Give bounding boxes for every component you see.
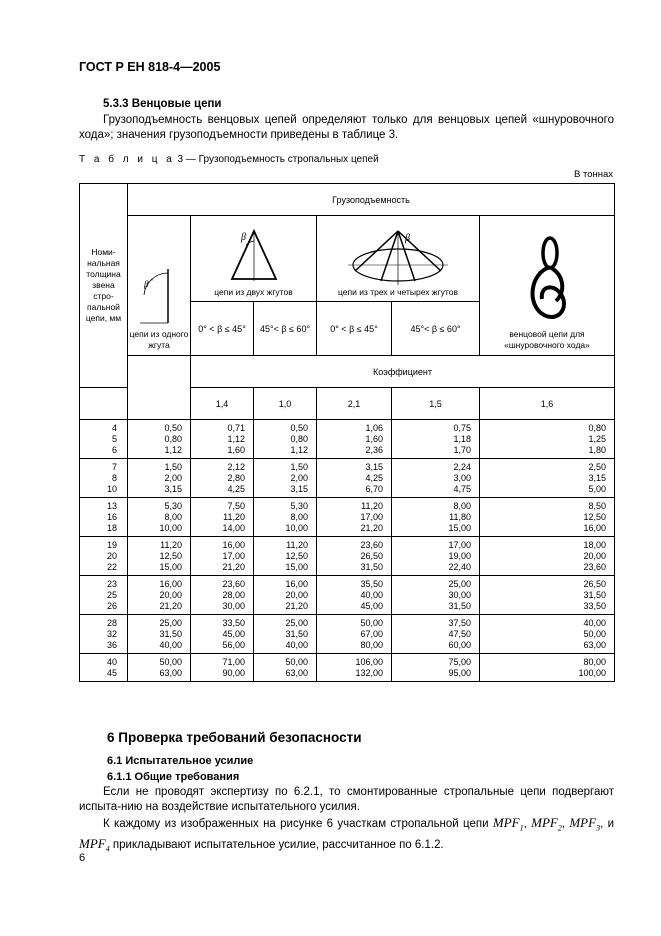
cell-line: 1,12: [290, 445, 308, 455]
cell-value: [191, 654, 254, 682]
cell-line: 11,20: [160, 540, 182, 550]
cell-line: 0,80: [588, 423, 606, 433]
table-row-group: [80, 654, 615, 682]
cell-line: 6,70: [365, 484, 383, 494]
cell-line: 60,00: [448, 640, 471, 650]
cell-line: 20: [106, 551, 117, 561]
table-units: В тоннах: [573, 169, 613, 180]
cell-line: 15,00: [448, 523, 471, 533]
cell-line: 4,25: [365, 473, 383, 483]
section-6-1-1-paragraph-2: К каждому из изображенных на рисунке 6 участкам стропальной цепи $MPF_1$, $MPF_2$, $MPF_3$, и $MPF_4$ прикладывают испытательное усилие, рассчитанное по 6.1.2.: [79, 815, 614, 854]
cell-line: 50,00: [159, 657, 182, 667]
cell-line: 0,80: [290, 434, 308, 444]
cell-line: 63,00: [285, 668, 308, 678]
cell-line: 6: [111, 445, 117, 455]
cell-value: [317, 459, 392, 498]
cell-line: 20,00: [159, 590, 182, 600]
cell-line: 31,50: [285, 629, 308, 639]
cell-line: 16: [106, 512, 117, 522]
cell-line: 23,60: [360, 540, 383, 550]
cell-line: 7: [111, 462, 117, 472]
cell-line: 1,60: [227, 445, 245, 455]
coef-4: 1,5: [392, 388, 480, 420]
cell-line: 0,50: [290, 423, 308, 433]
cell-line: 67,00: [360, 629, 383, 639]
cell-line: 18,00: [583, 540, 606, 550]
cell-line: 50,00: [583, 629, 606, 639]
cell-line: 33,50: [222, 618, 245, 628]
cell-line: 1,80: [588, 445, 606, 455]
cell-line: 1,12: [227, 434, 245, 444]
cell-value: [254, 459, 317, 498]
head-two-angle-a: 0° < β ≤ 45°: [191, 302, 254, 356]
cell-line: 4,25: [227, 484, 245, 494]
cell-line: 23: [106, 579, 117, 589]
cell-value: [480, 459, 615, 498]
cell-line: 5,00: [588, 484, 606, 494]
cell-line: 12,50: [583, 512, 606, 522]
table-row-group: [80, 576, 615, 615]
cell-line: 10: [106, 484, 117, 494]
cell-line: 31,50: [360, 562, 383, 572]
cell-line: 31,50: [159, 629, 182, 639]
cell-line: 11,20: [223, 512, 245, 522]
cell-line: 21,20: [222, 562, 245, 572]
cell-value: [392, 654, 480, 682]
cell-line: 75,00: [448, 657, 471, 667]
cell-line: 40,00: [360, 590, 383, 600]
cell-line: 3,15: [588, 473, 606, 483]
head-single: β ° цепи из одного жгута: [128, 216, 191, 356]
cell-line: 12,50: [285, 551, 308, 561]
cell-value: [392, 576, 480, 615]
cell-value: [128, 615, 191, 654]
cell-line: 2,00: [290, 473, 308, 483]
svg-text:β: β: [405, 233, 410, 244]
cell-line: 26,50: [583, 579, 606, 589]
cell-line: 21,20: [285, 601, 308, 611]
cell-value: [392, 537, 480, 576]
section-5-3-3-title: 5.3.3 Венцовые цепи: [103, 98, 222, 110]
three-four-leg-sling-icon: [343, 227, 453, 287]
cell-line: 37,50: [448, 618, 471, 628]
head-two-angle-b: 45°< β ≤ 60°: [254, 302, 317, 356]
cell-line: 35,50: [360, 579, 383, 589]
table-caption: [79, 154, 379, 165]
single-leg-sling-icon: [134, 265, 184, 325]
head-nominal: Номи-нальная толщина звена стро-пальной цепи, мм: [80, 184, 128, 388]
table-row-group: [80, 498, 615, 537]
cell-value: [254, 615, 317, 654]
cell-line: 80,00: [360, 640, 383, 650]
cell-line: 0,75: [453, 423, 471, 433]
cell-nominal: [80, 654, 128, 682]
cell-value: [317, 615, 392, 654]
cell-nominal: [80, 498, 128, 537]
cell-line: 7,50: [227, 501, 245, 511]
cell-line: 20,00: [285, 590, 308, 600]
cell-line: 31,50: [583, 590, 606, 600]
cell-line: 19,00: [448, 551, 471, 561]
head-capacity: Грузоподъемность: [128, 184, 615, 216]
cell-line: 16,00: [222, 540, 245, 550]
table-row-group: [80, 615, 615, 654]
cell-line: 23,60: [583, 562, 606, 572]
head-blank: [128, 356, 191, 388]
cell-line: 47,50: [448, 629, 471, 639]
cell-value: [480, 498, 615, 537]
cell-line: 45,00: [222, 629, 245, 639]
mpf-list: $MPF_1$, $MPF_2$, $MPF_3$, и $MPF_4$: [79, 815, 614, 854]
head-two: β цепи из двух жгутов: [191, 216, 317, 302]
cell-value: [480, 576, 615, 615]
cell-value: [480, 654, 615, 682]
document-code: ГОСТ Р ЕН 818-4—2005: [79, 60, 221, 74]
cell-line: 21,20: [159, 601, 182, 611]
cell-line: 10,00: [159, 523, 182, 533]
cell-line: 19: [106, 540, 117, 550]
mpf-symbol: $MPF_1$: [492, 815, 524, 833]
cell-line: 21,20: [360, 523, 383, 533]
table-caption-text: 3 — Грузоподъемность стропальных цепей: [174, 154, 379, 165]
cell-value: [128, 654, 191, 682]
cell-value: [480, 420, 615, 459]
cell-value: [191, 498, 254, 537]
section-6-title: 6 Проверка требований безопасности: [107, 730, 362, 745]
cell-line: 20,00: [583, 551, 606, 561]
cell-line: 5,30: [164, 501, 182, 511]
cell-value: [191, 576, 254, 615]
cell-line: 2,36: [365, 445, 383, 455]
head-coef-label: Коэффициент: [191, 356, 615, 388]
coef-2: 1,0: [254, 388, 317, 420]
coef-5: 1,6: [480, 388, 615, 420]
cell-nominal: [80, 537, 128, 576]
cell-line: 26: [106, 601, 117, 611]
cell-line: 106,00: [355, 657, 383, 667]
cell-line: 5: [111, 434, 117, 444]
svg-text:β: β: [240, 232, 246, 243]
cell-line: 80,00: [583, 657, 606, 667]
svg-text:°: °: [151, 279, 154, 285]
cell-value: [254, 420, 317, 459]
cell-line: 4,75: [453, 484, 471, 494]
section-6-1-title: 6.1 Испытательное усилие: [107, 755, 254, 767]
cell-line: 12,50: [159, 551, 182, 561]
svg-text:β: β: [144, 279, 149, 289]
cell-line: 8,00: [164, 512, 182, 522]
cell-line: 11,80: [449, 512, 471, 522]
cell-value: [191, 615, 254, 654]
cell-value: [392, 420, 480, 459]
cell-line: 22: [106, 562, 117, 572]
cell-line: 10,00: [285, 523, 308, 533]
cell-line: 28,00: [222, 590, 245, 600]
cell-line: 25,00: [448, 579, 471, 589]
cell-nominal: [80, 459, 128, 498]
cell-line: 45,00: [360, 601, 383, 611]
cell-value: [317, 420, 392, 459]
cell-line: 63,00: [159, 668, 182, 678]
cell-line: 132,00: [355, 668, 383, 678]
cell-line: 25,00: [159, 618, 182, 628]
cell-line: 25: [106, 590, 117, 600]
crown-chain-icon: [520, 235, 574, 323]
cell-line: 50,00: [285, 657, 308, 667]
coef-3: 2,1: [317, 388, 392, 420]
cell-line: 8,50: [588, 501, 606, 511]
mpf-symbol: $MPF_4$: [79, 835, 110, 854]
cell-line: 0,80: [164, 434, 182, 444]
cell-line: 16,00: [285, 579, 308, 589]
cell-line: 0,50: [164, 423, 182, 433]
cell-value: [317, 654, 392, 682]
cell-line: 15,00: [159, 562, 182, 572]
cell-value: [128, 420, 191, 459]
table-row-group: [80, 459, 615, 498]
cell-line: 13: [106, 501, 117, 511]
cell-line: 5,30: [290, 501, 308, 511]
cell-value: [128, 576, 191, 615]
cell-line: 23,60: [222, 579, 245, 589]
cell-line: 31,50: [448, 601, 471, 611]
cell-line: 16,00: [159, 579, 182, 589]
cell-value: [392, 459, 480, 498]
cell-line: 3,15: [290, 484, 308, 494]
head-three-angle-a: 0° < β ≤ 45°: [317, 302, 392, 356]
cell-line: 28: [106, 618, 117, 628]
cell-line: 2,00: [164, 473, 182, 483]
cell-value: [317, 576, 392, 615]
cell-value: [254, 576, 317, 615]
cell-nominal: [80, 420, 128, 459]
cell-line: 26,50: [360, 551, 383, 561]
cell-line: 40,00: [583, 618, 606, 628]
cell-line: 1,12: [164, 445, 182, 455]
head-three-four: β цепи из трех и четырех жгутов: [317, 216, 480, 302]
cell-nominal: [80, 576, 128, 615]
cell-line: 14,00: [222, 523, 245, 533]
cell-line: 56,00: [222, 640, 245, 650]
cell-line: 40: [106, 657, 117, 667]
cell-line: 2,50: [588, 462, 606, 472]
cell-line: 25,00: [285, 618, 308, 628]
cell-value: [480, 537, 615, 576]
cell-line: 17,00: [360, 512, 383, 522]
table-row-group: [80, 420, 615, 459]
table-caption-prefix: Т а б л и ц а: [79, 154, 175, 165]
cell-line: 2,80: [227, 473, 245, 483]
head-three-angle-b: 45°< β ≤ 60°: [392, 302, 480, 356]
cell-line: 1,50: [290, 462, 308, 472]
cell-nominal: [80, 615, 128, 654]
cell-line: 8,00: [290, 512, 308, 522]
cell-line: 17,00: [222, 551, 245, 561]
cell-line: 40,00: [285, 640, 308, 650]
cell-value: [392, 615, 480, 654]
cell-line: 18: [106, 523, 117, 533]
cell-value: [254, 498, 317, 537]
cell-line: 30,00: [448, 590, 471, 600]
section-5-3-3-text: Грузоподъемность венцовых цепей определяют только для венцовых цепей «шнуровочного хода»; значения грузоподъемности приведены в таблице 3.: [79, 114, 614, 141]
cell-value: [191, 537, 254, 576]
cell-line: 63,00: [583, 640, 606, 650]
cell-line: 1,50: [164, 462, 182, 472]
cell-line: 95,00: [448, 668, 471, 678]
capacity-table: [79, 183, 615, 682]
head-nominal-end: [80, 388, 128, 420]
cell-value: [128, 537, 191, 576]
cell-line: 3,15: [365, 462, 383, 472]
cell-line: 4: [111, 423, 117, 433]
cell-value: [317, 537, 392, 576]
cell-line: 1,06: [365, 423, 383, 433]
table-row-group: [80, 537, 615, 576]
coef-1: 1,4: [191, 388, 254, 420]
cell-line: 15,00: [285, 562, 308, 572]
cell-line: 2,24: [453, 462, 471, 472]
head-coef-blank: [128, 388, 191, 420]
cell-value: [392, 498, 480, 537]
cell-line: 1,18: [453, 434, 471, 444]
cell-line: 1,70: [453, 445, 471, 455]
cell-value: [254, 537, 317, 576]
cell-line: 30,00: [222, 601, 245, 611]
cell-value: [191, 420, 254, 459]
cell-line: 1,25: [588, 434, 606, 444]
cell-line: 32: [106, 629, 117, 639]
cell-line: 3,00: [453, 473, 471, 483]
cell-value: [254, 654, 317, 682]
mpf-symbol: $MPF_3$: [569, 815, 601, 833]
cell-line: 40,00: [159, 640, 182, 650]
cell-line: 11,20: [286, 540, 308, 550]
head-crown: венцовой цепи для «шнуровочного хода»: [480, 216, 615, 356]
cell-line: 2,12: [227, 462, 245, 472]
cell-line: 22,40: [448, 562, 471, 572]
cell-line: 45: [106, 668, 117, 678]
cell-line: 36: [106, 640, 117, 650]
cell-line: 50,00: [360, 618, 383, 628]
cell-line: 17,00: [448, 540, 471, 550]
cell-line: 100,00: [578, 668, 606, 678]
cell-value: [128, 498, 191, 537]
cell-line: 8,00: [453, 501, 471, 511]
mpf-symbol: $MPF_2$: [531, 815, 562, 833]
cell-value: [191, 459, 254, 498]
cell-line: 3,15: [164, 484, 182, 494]
page-number: 6: [79, 852, 86, 864]
two-leg-sling-icon: [224, 227, 284, 285]
cell-line: 11,20: [361, 501, 383, 511]
cell-line: 1,60: [365, 434, 383, 444]
cell-line: 0,71: [227, 423, 245, 433]
cell-value: [480, 615, 615, 654]
cell-line: 16,00: [583, 523, 606, 533]
cell-line: 33,50: [583, 601, 606, 611]
cell-value: [128, 459, 191, 498]
cell-line: 90,00: [222, 668, 245, 678]
cell-line: 8: [111, 473, 117, 483]
cell-value: [317, 498, 392, 537]
section-6-1-1-paragraph-1: Если не проводят экспертизу по 6.2.1, то смонтированные стропальные цепи подвергают испыта-нию на воздействие испытательного усилия.: [79, 786, 614, 813]
cell-line: 71,00: [222, 657, 245, 667]
section-6-1-1-title: 6.1.1 Общие требования: [107, 771, 240, 783]
